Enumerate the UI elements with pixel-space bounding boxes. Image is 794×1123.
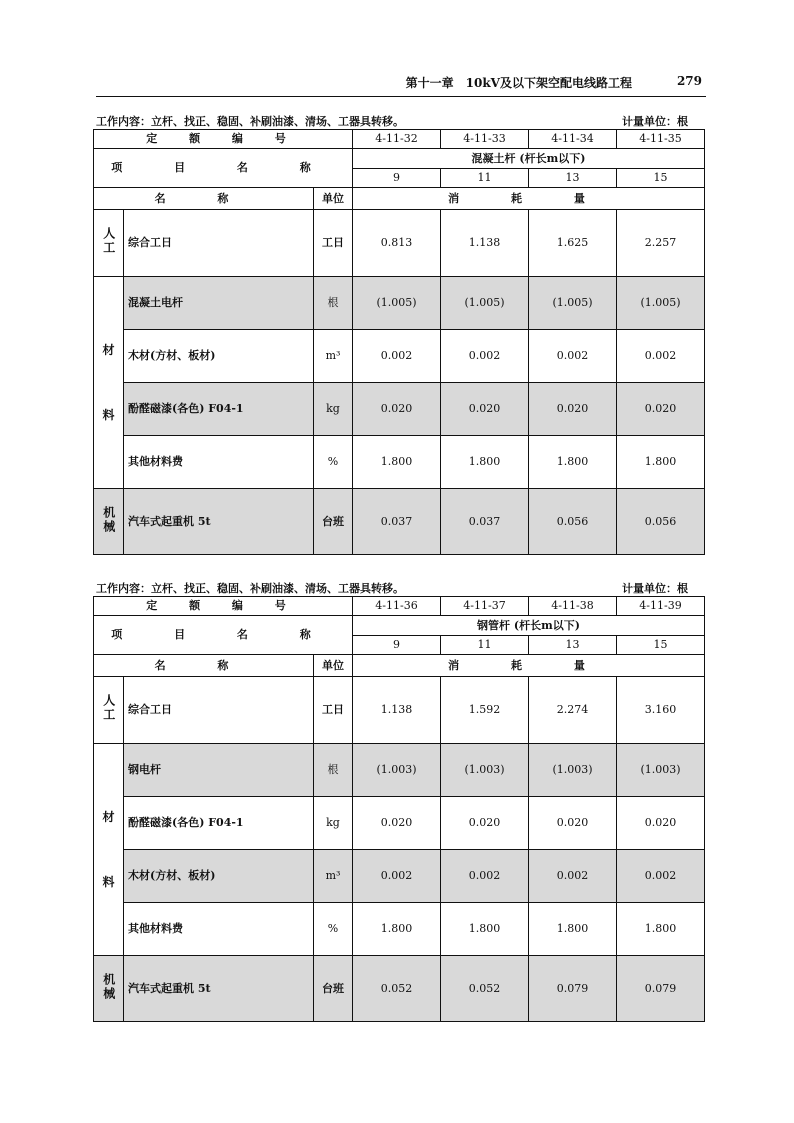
resource-unit: kg [314, 383, 353, 436]
consumption-value: (1.003) [529, 744, 617, 797]
quota-code: 4-11-33 [441, 130, 529, 149]
resource-name: 其他材料费 [124, 903, 314, 956]
consumption-value: (1.005) [529, 277, 617, 330]
resource-name: 综合工日 [124, 210, 314, 277]
consumption-value: (1.003) [617, 744, 705, 797]
consumption-value: 0.002 [529, 850, 617, 903]
quota-code: 4-11-38 [529, 597, 617, 616]
resource-name: 汽车式起重机 5t [124, 956, 314, 1022]
consumption-value: 1.800 [353, 903, 441, 956]
resource-unit: 根 [314, 277, 353, 330]
quota-code: 4-11-37 [441, 597, 529, 616]
resource-name: 木材(方材、板材) [124, 850, 314, 903]
consumption-value: 0.020 [353, 383, 441, 436]
consumption-value: 0.020 [441, 383, 529, 436]
code-header: 定 额 编 号 [94, 597, 353, 616]
resource-unit: 工日 [314, 210, 353, 277]
resource-name: 钢电杆 [124, 744, 314, 797]
pole-length: 9 [353, 169, 441, 188]
category-material: 材 料 [94, 744, 124, 956]
consumption-value: (1.005) [441, 277, 529, 330]
consumption-header: 消 耗 量 [353, 188, 705, 210]
category-machine: 机械 [94, 489, 124, 555]
consumption-value: 1.800 [441, 436, 529, 489]
quota-section-2 [93, 580, 704, 1022]
consumption-value: 1.800 [441, 903, 529, 956]
consumption-value: (1.003) [353, 744, 441, 797]
consumption-value: 3.160 [617, 677, 705, 744]
consumption-value: 0.037 [441, 489, 529, 555]
resource-name: 酚醛磁漆(各色) F04-1 [124, 797, 314, 850]
consumption-value: 1.138 [441, 210, 529, 277]
pole-length: 11 [441, 169, 529, 188]
quota-section-1 [93, 113, 704, 555]
consumption-value: 0.056 [617, 489, 705, 555]
pole-length: 11 [441, 636, 529, 655]
category-material: 材 料 [94, 277, 124, 489]
consumption-value: 0.002 [353, 850, 441, 903]
work-content: 工作内容：立杆、找正、稳固、补刷油漆、清场、工器具转移。 [96, 582, 404, 595]
consumption-value: 0.002 [617, 850, 705, 903]
consumption-value: 0.020 [441, 797, 529, 850]
consumption-value: (1.003) [441, 744, 529, 797]
resource-name: 混凝土电杆 [124, 277, 314, 330]
quota-code: 4-11-34 [529, 130, 617, 149]
consumption-value: 0.056 [529, 489, 617, 555]
unit-header: 单位 [314, 188, 353, 210]
consumption-value: 1.800 [617, 436, 705, 489]
quota-code: 4-11-36 [353, 597, 441, 616]
pole-length: 15 [617, 169, 705, 188]
resource-unit: 台班 [314, 956, 353, 1022]
item-header: 项 目 名 称 [94, 616, 353, 655]
resource-unit: 根 [314, 744, 353, 797]
consumption-value: 2.274 [529, 677, 617, 744]
pole-length: 15 [617, 636, 705, 655]
resource-unit: % [314, 436, 353, 489]
consumption-value: 1.800 [529, 436, 617, 489]
resource-unit: m³ [314, 850, 353, 903]
quota-code: 4-11-39 [617, 597, 705, 616]
consumption-value: 0.052 [353, 956, 441, 1022]
category-machine: 机械 [94, 956, 124, 1022]
resource-unit: m³ [314, 330, 353, 383]
resource-name: 木材(方材、板材) [124, 330, 314, 383]
consumption-value: 1.800 [529, 903, 617, 956]
consumption-value: 0.020 [529, 383, 617, 436]
consumption-value: 0.037 [353, 489, 441, 555]
consumption-value: 1.800 [353, 436, 441, 489]
consumption-value: 0.020 [617, 383, 705, 436]
consumption-value: 1.625 [529, 210, 617, 277]
pole-length: 9 [353, 636, 441, 655]
work-content-line [93, 580, 704, 596]
consumption-value: 0.002 [441, 330, 529, 383]
consumption-value: 0.002 [529, 330, 617, 383]
category-labor: 人工 [94, 210, 124, 277]
consumption-value: 0.052 [441, 956, 529, 1022]
resource-unit: 工日 [314, 677, 353, 744]
consumption-value: 1.592 [441, 677, 529, 744]
consumption-value: 0.079 [529, 956, 617, 1022]
work-content-line [93, 113, 704, 129]
code-header: 定 额 编 号 [94, 130, 353, 149]
quota-code: 4-11-32 [353, 130, 441, 149]
consumption-value: 0.020 [617, 797, 705, 850]
pole-length: 13 [529, 636, 617, 655]
consumption-value: 0.002 [441, 850, 529, 903]
group-title: 混凝土杆 (杆长m以下) [353, 149, 705, 169]
item-header: 项 目 名 称 [94, 149, 353, 188]
page-header [96, 74, 706, 97]
group-title: 钢管杆 (杆长m以下) [353, 616, 705, 636]
consumption-value: 1.138 [353, 677, 441, 744]
pole-length: 13 [529, 169, 617, 188]
category-labor: 人工 [94, 677, 124, 744]
consumption-value: (1.005) [617, 277, 705, 330]
resource-unit: kg [314, 797, 353, 850]
consumption-value: 0.020 [529, 797, 617, 850]
quota-code: 4-11-35 [617, 130, 705, 149]
resource-name: 汽车式起重机 5t [124, 489, 314, 555]
quota-table-2 [93, 596, 705, 1022]
consumption-value: 0.002 [353, 330, 441, 383]
consumption-value: 0.813 [353, 210, 441, 277]
chapter-title: 第十一章 10kV及以下架空配电线路工程 [405, 76, 632, 90]
measure-unit: 计量单位：根 [622, 115, 688, 128]
resource-unit: % [314, 903, 353, 956]
page-number: 279 [676, 74, 702, 88]
consumption-header: 消 耗 量 [353, 655, 705, 677]
consumption-value: 0.002 [617, 330, 705, 383]
resource-unit: 台班 [314, 489, 353, 555]
resource-name: 其他材料费 [124, 436, 314, 489]
measure-unit: 计量单位：根 [622, 582, 688, 595]
name-header: 名 称 [94, 655, 314, 677]
consumption-value: (1.005) [353, 277, 441, 330]
consumption-value: 0.020 [353, 797, 441, 850]
unit-header: 单位 [314, 655, 353, 677]
consumption-value: 0.079 [617, 956, 705, 1022]
consumption-value: 2.257 [617, 210, 705, 277]
consumption-value: 1.800 [617, 903, 705, 956]
work-content: 工作内容：立杆、找正、稳固、补刷油漆、清场、工器具转移。 [96, 115, 404, 128]
quota-table-1 [93, 129, 705, 555]
resource-name: 酚醛磁漆(各色) F04-1 [124, 383, 314, 436]
resource-name: 综合工日 [124, 677, 314, 744]
name-header: 名 称 [94, 188, 314, 210]
